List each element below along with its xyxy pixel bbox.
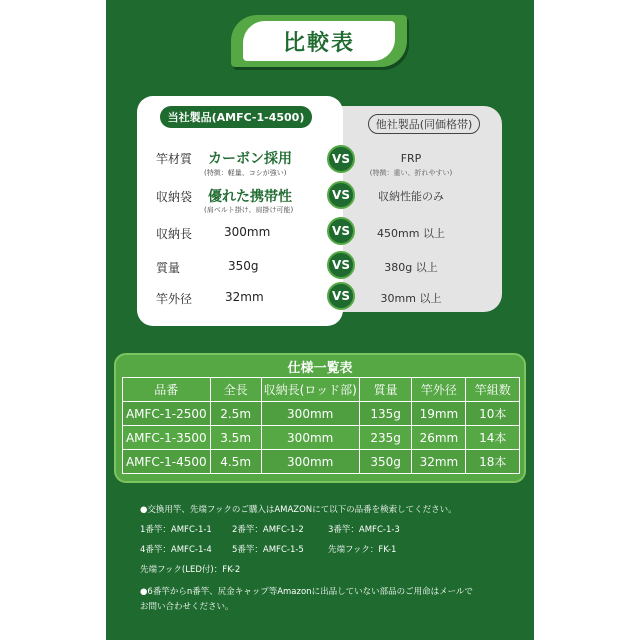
table-cell: 235g	[359, 426, 412, 450]
table-cell: 4.5m	[210, 450, 261, 474]
spec-table-panel	[114, 353, 526, 483]
theirs-material: FRP	[400, 152, 422, 165]
ours-material: カーボン採用	[208, 151, 292, 167]
vs-badge: VS	[327, 251, 355, 279]
row-label-storage-length: 収納長	[156, 227, 193, 241]
part-number: 1番竿：AMFC-1-1	[140, 525, 212, 535]
competitor-panel	[320, 106, 502, 312]
our-product-header: 当社製品(AMFC-1-4500)	[160, 106, 312, 128]
table-cell: 14本	[466, 426, 520, 450]
table-cell: 300mm	[261, 402, 359, 426]
competitor-header: 他社製品(同価格帯)	[368, 114, 480, 134]
theirs-material-note: (特徴：重い、折れやすい)	[369, 169, 453, 177]
table-cell: AMFC-1-2500	[123, 402, 211, 426]
notes-footer-line2: お問い合わせください。	[140, 602, 234, 612]
theirs-diameter: 30mm 以上	[380, 292, 442, 305]
table-cell: 350g	[359, 450, 412, 474]
part-number: 4番竿：AMFC-1-4	[140, 545, 212, 555]
theirs-weight: 380g 以上	[384, 261, 438, 274]
spec-header-cell: 竿組数	[466, 378, 520, 402]
table-cell: 2.5m	[210, 402, 261, 426]
theirs-storage-length: 450mm 以上	[377, 227, 445, 240]
ours-diameter: 32mm	[225, 290, 264, 304]
part-number: 先端フック(LED付)：FK-2	[140, 565, 241, 575]
spec-table	[122, 377, 520, 474]
notes-footer-line1: ●6番竿からn番竿、尻金キャップ等Amazonに出品していない部品のご用命はメールで	[140, 587, 473, 597]
ours-bag-note: (肩ベルト掛け、肩掛け可能)	[204, 206, 294, 214]
spec-header-cell: 竿外径	[412, 378, 466, 402]
ours-material-note: (特徴：軽量、コシが強い)	[204, 169, 287, 177]
title-banner	[231, 15, 407, 67]
part-number: 先端フック：FK-1	[328, 545, 397, 555]
vs-badge: VS	[327, 282, 355, 310]
row-label-material: 竿材質	[156, 152, 193, 166]
theirs-bag: 収納性能のみ	[378, 190, 444, 203]
table-row	[123, 426, 520, 450]
table-cell: 32mm	[412, 450, 466, 474]
notes-intro: ●交換用竿、先端フックのご購入はAMAZONにて以下の品番を検索してください。	[140, 505, 457, 515]
vs-badge: VS	[327, 145, 355, 173]
spec-header-cell: 収納長(ロッド部)	[261, 378, 359, 402]
spec-table-title: 仕様一覧表	[287, 361, 353, 376]
table-cell: 135g	[359, 402, 412, 426]
ours-weight: 350g	[228, 259, 259, 273]
table-cell: AMFC-1-3500	[123, 426, 211, 450]
part-number: 5番竿：AMFC-1-5	[232, 545, 304, 555]
table-cell: AMFC-1-4500	[123, 450, 211, 474]
table-cell: 300mm	[261, 450, 359, 474]
table-row	[123, 402, 520, 426]
vs-badge: VS	[327, 217, 355, 245]
table-row	[123, 450, 520, 474]
spec-header-cell: 質量	[359, 378, 412, 402]
row-label-weight: 質量	[156, 261, 181, 275]
table-cell: 300mm	[261, 426, 359, 450]
row-label-bag: 収納袋	[156, 190, 193, 204]
part-number: 2番竿：AMFC-1-2	[232, 525, 304, 535]
table-cell: 26mm	[412, 426, 466, 450]
ours-storage-length: 300mm	[224, 225, 271, 239]
spec-header-row	[123, 378, 520, 402]
spec-header-cell: 全長	[210, 378, 261, 402]
page-title: 比較表	[243, 21, 395, 61]
spec-header-cell: 品番	[123, 378, 211, 402]
part-number: 3番竿：AMFC-1-3	[328, 525, 400, 535]
table-cell: 3.5m	[210, 426, 261, 450]
vs-badge: VS	[327, 181, 355, 209]
table-cell: 10本	[466, 402, 520, 426]
row-label-diameter: 竿外径	[156, 292, 193, 306]
table-cell: 18本	[466, 450, 520, 474]
table-cell: 19mm	[412, 402, 466, 426]
ours-bag: 優れた携帯性	[208, 189, 292, 205]
product-poster	[106, 0, 534, 640]
